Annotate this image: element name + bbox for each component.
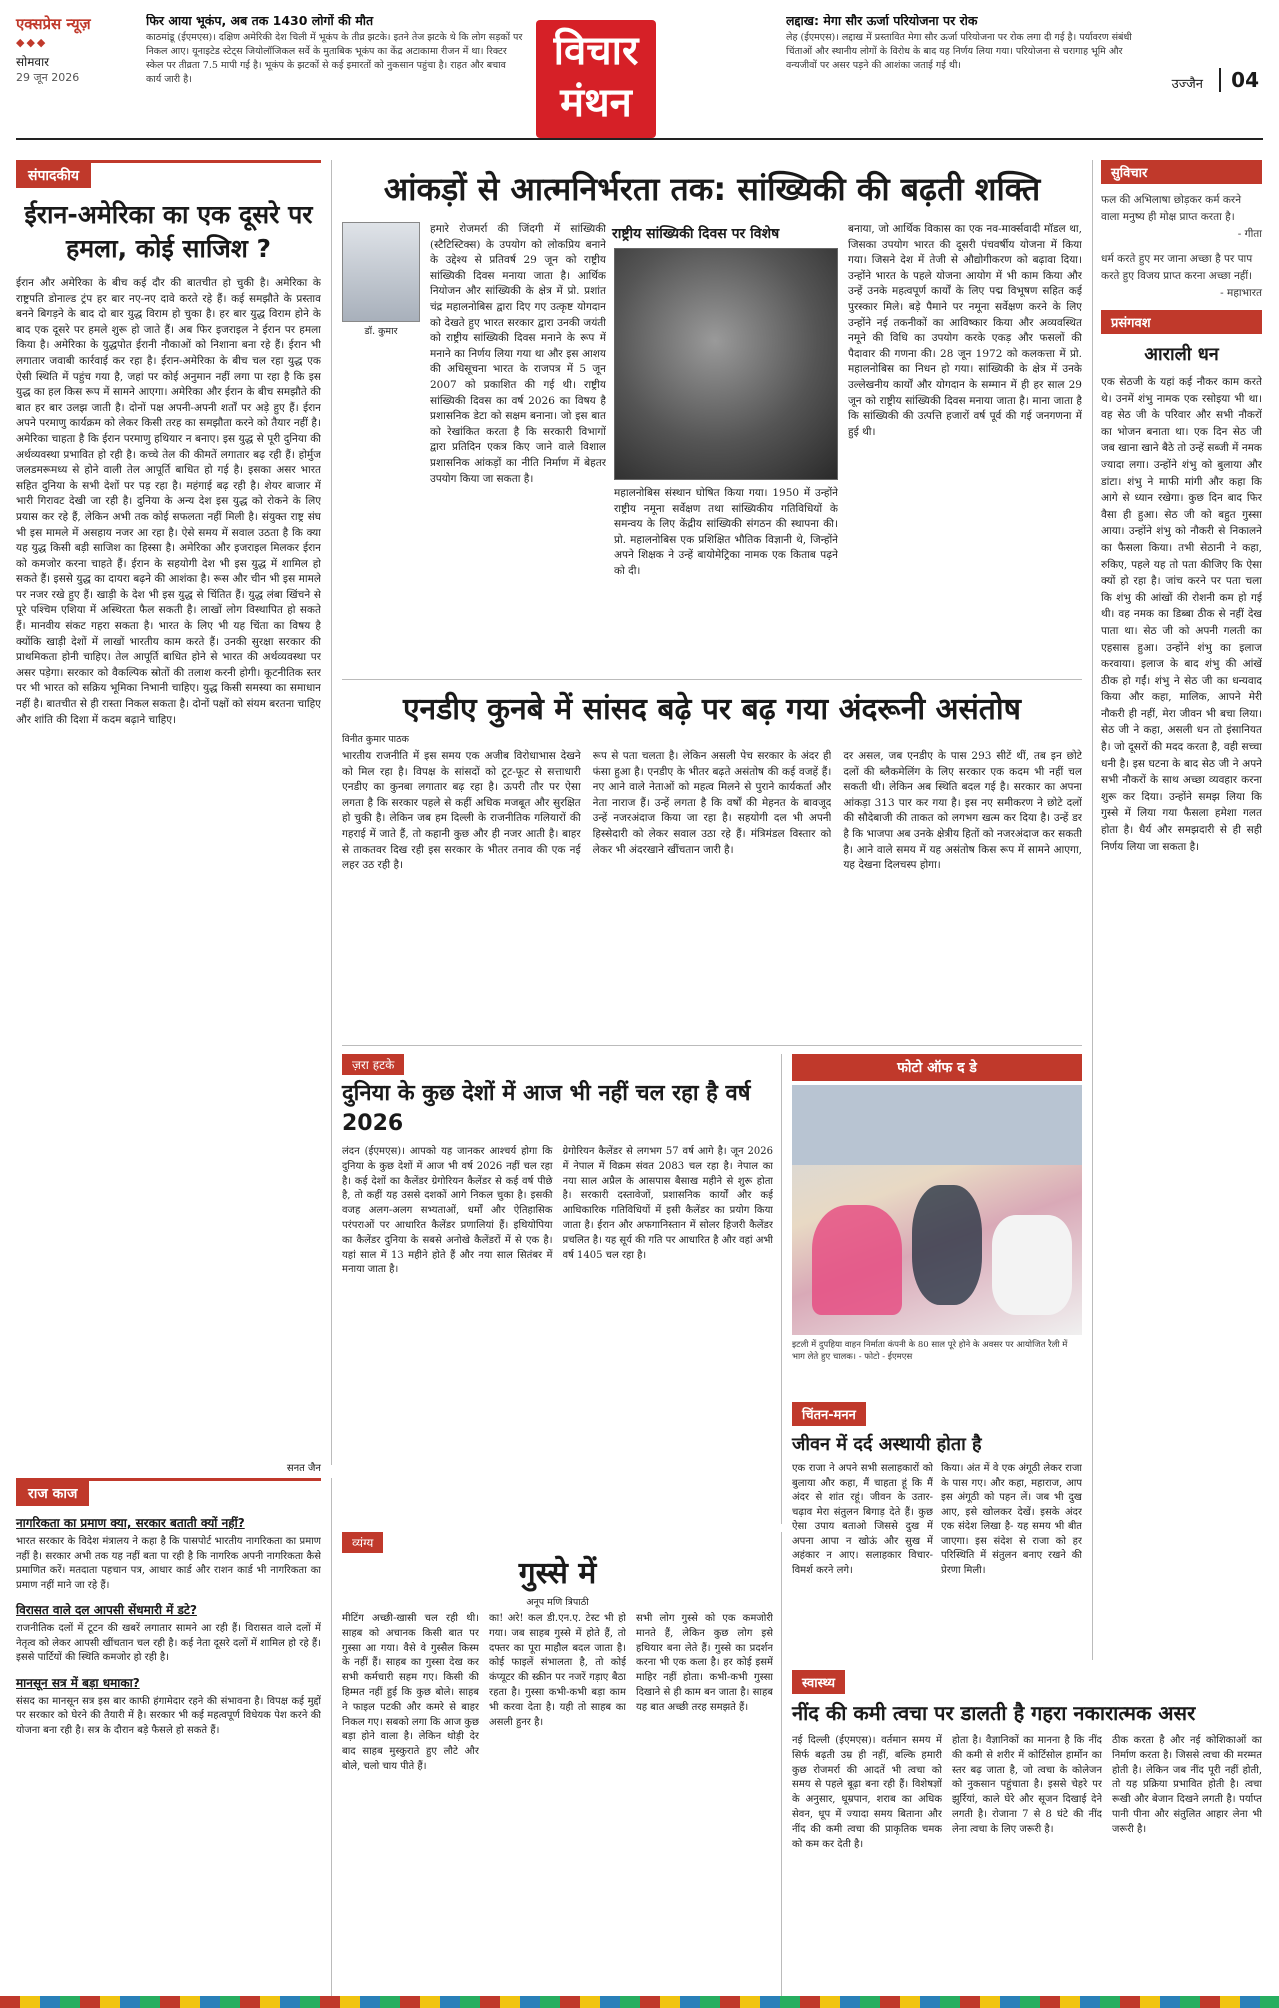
section-logo xyxy=(536,20,656,138)
issue-date: 29 जून 2026 xyxy=(16,71,80,84)
main-article-col-2: महालनोबिस संस्थान घोषित किया गया। 1950 में उन्होंने राष्ट्रीय नमूना सर्वेक्षण तथा सांख्यिकीय गतिविधियों के समन्वय के लिए केंद्रीय सांख्यिकी संगठन की स्थापना की। प्रो. महालनोबिस एक प्रशिक्षित भौतिक विज्ञानी थे, जिन्होंने अपने शिक्षक ने उन्हें बायोमेट्रिका नामक एक किताब पढ़ने को दी। xyxy=(614,487,838,577)
year-2026-article xyxy=(342,1054,782,1524)
page-number: 04 xyxy=(1219,68,1259,92)
chintan-columns xyxy=(792,1462,1082,1652)
photo-caption: इटली में दुपहिया वाहन निर्माता कंपनी के 80 साल पूरे होने के अवसर पर आयोजित रैली में भाग लेते हुए चालक। - फोटो - ईएमएस xyxy=(792,1340,1068,1362)
section-logo-line1: विचार xyxy=(553,28,639,74)
mahalanobis-portrait xyxy=(614,248,838,480)
health-col-2: होता है। वैज्ञानिकों का मानना है कि नींद की कमी से शरीर में कोर्टिसोल हार्मोन का स्तर बढ़ जाता है, जो त्वचा के कोलेजन को नुकसान पहुंचाता है। इससे चेहरे पर झुर्रियां, काले घेरे और सूजन दिखाई देने लगती है। रोजाना 7 से 8 घंटे की नींद लेना त्वचा के लिए जरूरी है। xyxy=(952,1735,1102,1835)
prasangvash-bar: प्रसंगवश xyxy=(1101,310,1262,334)
brand-dots: ◆◆◆ xyxy=(16,36,48,49)
year-2026-columns xyxy=(342,1145,773,1525)
health-headline[interactable]: नींद की कमी त्वचा पर डालती है गहरा नकारात्मक असर xyxy=(792,1701,1196,1725)
rajkaj-column xyxy=(16,1478,332,1998)
editorial-body: ईरान और अमेरिका के बीच कई दौर की बातचीत हो चुकी है। अमेरिका के राष्ट्रपति डोनाल्ड ट्रंप हर बार नए-नए दावे करते रहे हैं। कई समझौते के प्रस्ताव बनने बिगड़ने के बाद दो बार युद्ध विराम हो चुका है। हर बार युद्ध विराम होने के बाद एक दूसरे पर हमले शुरू हो जाते हैं। अब फिर इजराइल ने ईरान पर हमला किया है। अमेरिका के युद्धपोत ईरानी नौकाओं को निशाना बना रहे हैं। ईरान भी लगातार जवाबी कार्रवाई कर रहा है। ईरान-अमेरिका के बीच चल रहा युद्ध एक ऐसी स्थिति में पहुंच गया है, जहां पर कोई अनुमान नहीं लगा पा रहा है कि इस युद्ध का हल किस रूप में सामने आएगा। अमेरिका और ईरान के बीच समझौते की बात हर बार उलझ जाती है। दोनों पक्ष अपनी-अपनी शर्तों पर अड़े हुए हैं। ईरान अपने परमाणु कार्यक्रम को लेकर किसी तरह का समझौता करने को तैयार नहीं है। अमेरिका चाहता है कि ईरान परमाणु हथियार न बनाए। इस युद्ध से पूरी दुनिया की अर्थव्यवस्था प्रभावित हो रही है। कच्चे तेल की कीमतें लगातार बढ़ रही हैं। होर्मुज जलडमरूमध्य से होने वाली तेल आपूर्ति बाधित हो गई है। इसका असर भारत सहित दुनिया के सभी देशों पर पड़ रहा है। महंगाई बढ़ रही है। शेयर बाजार में भारी गिरावट देखी जा रही है। दुनिया के अन्य देश इस युद्ध को रोकने के लिए प्रयास कर रहे हैं, लेकिन अभी तक कोई सफलता नहीं मिली है। संयुक्त राष्ट्र संघ भी इस मामले में असहाय नजर आ रहा है। ऐसे समय में सवाल उठता है कि क्या यह युद्ध किसी बड़ी साजिश का हिस्सा है। अमेरिका और इजराइल मिलकर ईरान को कमजोर करना चाहते हैं। ईरान के सहयोगी देश भी इस युद्ध में शामिल हो सकते हैं। इससे युद्ध का दायरा बढ़ने की आशंका है। रूस और चीन भी इस मामले पर नजर रखे हुए हैं। खाड़ी के देश भी इस युद्ध से चिंतित हैं। युद्ध लंबा खिंचने से पूरे पश्चिम एशिया में अस्थिरता फैल सकती है। लाखों लोग विस्थापित हो सकते हैं। मानवीय संकट गहरा सकता है। भारत के लिए भी यह चिंता का विषय है क्योंकि खाड़ी देशों में लाखों भारतीय काम करते हैं। उनकी सुरक्षा सरकार की प्राथमिकता होनी चाहिए। तेल आपूर्ति बाधित होने से भारत की अर्थव्यवस्था पर असर पड़ेगा। सरकार को वैकल्पिक स्रोतों की तलाश करनी होगी। कूटनीतिक स्तर पर भी भारत को सक्रिय भूमिका निभानी चाहिए। युद्ध किसी समस्या का समाधान नहीं है। बातचीत से ही रास्ता निकल सकता है। दोनों पक्षों को संयम बरतना चाहिए और शांति की दिशा में कदम बढ़ाने चाहिए। xyxy=(16,277,321,726)
page-bottom-border xyxy=(0,1996,1279,2008)
brand-block xyxy=(16,14,136,138)
issue-day: सोमवार xyxy=(16,55,50,69)
photo-rider-1 xyxy=(812,1205,902,1315)
quote-2 xyxy=(1101,251,1262,302)
editorial-bar xyxy=(16,160,321,188)
author-photo xyxy=(342,222,420,322)
quote-1 xyxy=(1101,192,1262,243)
satire-article xyxy=(342,1532,782,1998)
main-article xyxy=(342,160,1082,680)
nda-byline: विनीत कुमार पाठक xyxy=(342,734,409,745)
rajkaj-tag: राज काज xyxy=(16,1481,89,1506)
story-body: एक सेठजी के यहां कई नौकर काम करते थे। उनमें शंभु नामक एक रसोइया भी था। वह सेठ जी के परिवार और सभी नौकरों का भोजन बनाता था। एक दिन सेठ जी जब खाना खाने बैठे तो उन्हें सब्जी में नमक ज्यादा लगा। उन्होंने शंभु को बुलाया और डांटा। शंभु ने माफी मांगी और कहा कि आगे से ध्यान रखेगा। कुछ दिन बाद फिर वैसा ही हुआ। सेठ जी को बहुत गुस्सा आया। उन्होंने शंभु को नौकरी से निकालने का फैसला किया। तभी सेठानी ने कहा, रुकिए, पहले यह तो पता कीजिए कि ऐसा क्यों हो रहा है। जांच करने पर पता चला कि शंभु की आंखों की रोशनी कम हो गई थी। वह नमक का डिब्बा ठीक से नहीं देख पाता था। सेठ जी को अपनी गलती का एहसास हुआ। उन्होंने शंभु का इलाज करवाया। इलाज के बाद शंभु की आंखें ठीक हो गईं। शंभु ने सेठ जी का धन्यवाद किया और कहा, मालिक, आपने मेरी नौकरी ही नहीं, मेरा जीवन भी बचा लिया। सेठ जी ने कहा, असली धन तो इंसानियत है। जो दूसरों की मदद करता है, वही सच्चा धनी है। इस घटना के बाद सेठ जी ने अपने सभी नौकरों के साथ अच्छा व्यवहार करना शुरू कर दिया। उन्होंने समझ लिया कि गुस्से में लिया गया फैसला हमेशा गलत होता है। धैर्य और समझदारी से ही सही निर्णय लिया जा सकता है। xyxy=(1101,376,1262,853)
health-col-3: ठीक करता है और नई कोशिकाओं का निर्माण करता है। जिससे त्वचा की मरम्मत होती है। लेकिन जब नींद पूरी नहीं होती, तो यह प्रक्रिया प्रभावित होती है। त्वचा रूखी और बेजान दिखने लगती है। पर्याप्त पानी पीना और संतुलित आहार लेना भी जरूरी है। xyxy=(1112,1735,1262,1835)
chintan-bar: चिंतन-मनन xyxy=(792,1402,866,1426)
nda-article xyxy=(342,690,1082,1046)
year-2026-col-2: ग्रेगोरियन कैलेंडर से लगभग 57 वर्ष आगे है। जून 2026 में नेपाल में विक्रम संवत 2083 चल रहा है। नेपाल का नया साल अप्रैल के आसपास बैसाख महीने से शुरू होता है। सरकारी दस्तावेजों, प्रशासनिक कार्यों और कई आधिकारिक गतिविधियों में इसी कैलेंडर का प्रयोग किया जाता है। ईरान और अफगानिस्तान में सोलर हिजरी कैलेंडर प्रचलित है। यह सूर्य की गति पर आधारित है और वहां अभी वर्ष 1405 चल रहा है। xyxy=(562,1146,773,1261)
right-column xyxy=(1092,160,1262,1660)
brief-right-text: लेह (ईएमएस)। लद्दाख में प्रस्तावित मेगा सौर ऊर्जा परियोजना पर रोक लगा दी गई है। पर्यावरण संबंधी चिंताओं और स्थानीय लोगों के विरोध के बाद यह निर्णय लिया गया। परियोजना से चरागाह भूमि और वन्यजीवों पर असर पड़ने की आशंका जताई गई थी। xyxy=(786,32,1132,71)
rajkaj-bar xyxy=(16,1478,321,1506)
satire-col-2: का! अरे! कल डी.एन.ए. टेस्ट भी हो गया। जब साहब गुस्से में होते हैं, तो दफ्तर का पूरा माहौल बदल जाता है। कोई फाइलें संभालता है, तो कोई कंप्यूटर की स्क्रीन पर नजरें गड़ाए बैठा रहता है। गुस्सा कभी-कभी बड़ा काम भी करवा देता है। यही तो साहब का असली हुनर है। xyxy=(489,1613,626,1728)
top-brief-right xyxy=(786,14,1146,132)
year-2026-col-1: लंदन (ईएमएस)। आपको यह जानकर आश्चर्य होगा कि दुनिया के कुछ देशों में आज भी वर्ष 2026 नहीं चल रहा है। कई देशों का कैलेंडर ग्रेगोरियन कैलेंडर से कई वर्ष पीछे है, तो कहीं यह उससे दशकों आगे निकल चुका है। इसकी वजह अलग-अलग सभ्यताओं, धर्मों और ऐतिहासिक परंपराओं पर आधारित कैलेंडर प्रणालियां हैं। इथियोपिया का कैलेंडर दुनिया के सबसे अनोखे कैलेंडरों में से एक है। यहां साल में 13 महीने होते हैं और नया साल सितंबर में मनाया जाता है। xyxy=(342,1146,553,1276)
chintan-headline[interactable]: जीवन में दर्द अस्थायी होता है xyxy=(792,1434,982,1455)
suvichar-bar: सुविचार xyxy=(1101,160,1262,184)
satire-columns xyxy=(342,1612,773,1982)
photo-of-the-day xyxy=(792,1054,1082,1392)
satire-col-1: मीटिंग अच्छी-खासी चल रही थी। साहब को अचानक किसी बात पर गुस्सा आ गया। वैसे वे गुस्सैल किस्म के नहीं हैं। साहब का गुस्सा देख कर सभी कर्मचारी सहम गए। किसी की हिम्मत नहीं हुई कि कुछ बोले। साहब ने फाइल पटकी और कमरे से बाहर निकल गए। सबको लगा कि आज कुछ बड़ा होने वाला है। लेकिन थोड़ी देर बाद साहब मुस्कुराते हुए लौटे और बोले, चलो चाय पीते हैं। xyxy=(342,1613,479,1772)
chintan-col-2: किया। अंत में वे एक अंगूठी लेकर राजा के पास गए। और कहा, महाराज, आप इस अंगूठी को पहन लें। जब भी दुख आए, इसे खोलकर देखें। इसके अंदर एक संदेश लिखा है- यह समय भी बीत जाएगा। इस संदेश से राजा को हर परिस्थिति में संतुलन बनाए रखने की प्रेरणा मिली। xyxy=(941,1463,1082,1576)
nda-col-1: भारतीय राजनीति में इस समय एक अजीब विरोधाभास देखने को मिल रहा है। विपक्ष के सांसदों को टूट-फूट से सत्ताधारी एनडीए का कुनबा लगातार बढ़ रहा है। ऊपरी तौर पर ऐसा लगता है कि सरकार पहले से कहीं अधिक मजबूत और सुरक्षित हो चुकी है। लेकिन जब हम दिल्ली के राजनीतिक गलियारों की गहराई में जाते हैं, तो कहानी कुछ और ही नजर आती है। बाहर से ताकतवर दिख रही इस सरकार के भीतर तनाव की एक नई लहर उठ रही है। xyxy=(342,750,581,872)
quote-2-text: धर्म करते हुए मर जाना अच्छा है पर पाप करते हुए विजय प्राप्त करना अच्छा नहीं। xyxy=(1101,253,1253,282)
nda-col-2: रूप से पता चलता है। लेकिन असली पेच सरकार के अंदर ही फंसा हुआ है। एनडीए के भीतर बढ़ते असंतोष की कई वजहें हैं। नए आने वाले नेताओं को महत्व मिलने से पुराने कार्यकर्ता और नेता नाराज हैं। उन्हें लगता है कि वर्षों की मेहनत के बावजूद उन्हें नजरअंदाज किया जा रहा है। सहयोगी दल भी अपनी हिस्सेदारी को लेकर सवाल उठा रहे हैं। मंत्रिमंडल विस्तार को लेकर भी अंदरखाने खींचतान जारी है। xyxy=(592,750,832,856)
nda-columns xyxy=(342,749,1082,1047)
editorial-headline[interactable]: ईरान-अमेरिका का एक दूसरे पर हमला, कोई साजिश ? xyxy=(24,200,313,263)
year-2026-headline[interactable]: दुनिया के कुछ देशों में आज भी नहीं चल रहा है वर्ष 2026 xyxy=(342,1081,751,1136)
photo-scooter xyxy=(992,1215,1072,1315)
editorial-column xyxy=(16,160,332,1474)
masthead xyxy=(16,14,1263,140)
satire-byline: अनूप मणि त्रिपाठी xyxy=(526,1597,589,1608)
quote-1-text: फल की अभिलाषा छोड़कर कर्म करने वाला मनुष्य ही मोक्ष प्राप्त करता है। xyxy=(1101,194,1242,223)
health-bar: स्वास्थ्य xyxy=(792,1670,845,1694)
photo-of-the-day-image[interactable] xyxy=(792,1085,1082,1335)
satire-col-3: सभी लोग गुस्से को एक कमजोरी मानते हैं, लेकिन कुछ लोग इसे हथियार बना लेते हैं। गुस्से का प्रदर्शन करना भी एक कला है। हर कोई इसमें माहिर नहीं होता। कभी-कभी गुस्सा दिखाने से ही काम बन जाता है। साहब यह बात अच्छी तरह समझते हैं। xyxy=(636,1613,773,1713)
brief-left-text: काठमांडू (ईएमएस)। दक्षिण अमेरिकी देश चिली में भूकंप के तीव्र झटके। इतने तेज झटके थे कि लोग सड़कों पर निकल आए। यूनाइटेड स्टेट्स जियोलॉजिकल सर्वे के मुताबिक भूकंप का केंद्र अटाकामा रीजन में था। रिक्टर स्केल पर तीव्रता 7.5 मापी गई है। भूकंप के झटकों से कई इमारतों को नुकसान पहुंचा है। राहत और बचाव कार्य जारी है। xyxy=(146,32,523,85)
rajkaj-item-3-text: संसद का मानसून सत्र इस बार काफी हंगामेदार रहने की संभावना है। विपक्ष कई मुद्दों पर सरकार को घेरने की तैयारी में है। सरकार भी कई महत्वपूर्ण विधेयक पेश करने की योजना बना रही है। सत्र के दौरान बड़े फैसले हो सकते हैं। xyxy=(16,1695,321,1736)
main-article-col-3: बनाया, जो आर्थिक विकास का एक नव-मार्क्सवादी मॉडल था, जिसका उपयोग भारत की दूसरी पंचवर्षीय योजना में किया गया। जिसने देश में तेजी से औद्योगीकरण को बढ़ावा दिया। उन्होंने भारत के पहले योजना आयोग में भी काम किया और उन्हें उनके महत्वपूर्ण कार्यों के लिए पद्म विभूषण सहित कई पुरस्कार मिले। बड़े पैमाने पर नमूना सर्वेक्षण करने के लिए उन्होंने नई तकनीकों का आविष्कार किया और अव्यवस्थित नमूने की विधि का उपयोग करके एकड़ और फसलों की पैदावार की गणना की। 28 जून 1972 को कलकत्ता में प्रो. महालनोबिस का निधन हो गया। सांख्यिकी के क्षेत्र में उनके उल्लेखनीय कार्यों और योगदान के सम्मान में ही हर साल 29 जून को राष्ट्रीय सांख्यिकी दिवस मनाया जाता है। माना जाता है कि सांख्यिकी की उत्पत्ति हजारों वर्ष पूर्व की गई जनगणना में हुई थी। xyxy=(848,223,1082,438)
chintan-manan xyxy=(792,1402,1082,1662)
quote-1-source: - गीता xyxy=(1237,228,1262,240)
rajkaj-item-1-title[interactable]: नागरिकता का प्रमाण क्या, सरकार बताती क्यों नहीं? xyxy=(16,1516,245,1530)
photo-background xyxy=(792,1085,1082,1165)
health-col-1: नई दिल्ली (ईएमएस)। वर्तमान समय में सिर्फ बढ़ती उम्र ही नहीं, बल्कि हमारी कुछ रोजमर्रा की आदतें भी त्वचा को समय से पहले बूढ़ा बना रही हैं। विशेषज्ञों के अनुसार, धूम्रपान, शराब का अधिक सेवन, धूप में ज्यादा समय बिताना और नींद की कमी त्वचा की प्राकृतिक चमक को कम कर देती है। xyxy=(792,1735,942,1850)
main-article-kicker: राष्ट्रीय सांख्यिकी दिवस पर विशेष xyxy=(612,226,780,242)
nda-headline[interactable]: एनडीए कुनबे में सांसद बढ़े पर बढ़ गया अंदरूनी असंतोष xyxy=(402,692,1022,727)
top-brief-left xyxy=(146,14,524,132)
photo-rider-2 xyxy=(912,1185,982,1305)
rajkaj-item-1-text: भारत सरकार के विदेश मंत्रालय ने कहा है कि पासपोर्ट भारतीय नागरिकता का प्रमाण नहीं है। सरकार अभी तक यह नहीं बता पा रही है कि नागरिक अपनी नागरिकता कैसे प्रमाणित करें। मतदाता पहचान पत्र, आधार कार्ड और राशन कार्ड भी नागरिकता का प्रमाण नहीं माने जा रहे हैं। xyxy=(16,1536,321,1591)
nda-col-3: दर असल, जब एनडीए के पास 293 सीटें थीं, तब इन छोटे दलों की ब्लैकमेलिंग के लिए सरकार एक कदम भी नहीं चल सकती थी। लेकिन अब स्थिति बदल गई है। सरकार का अपना आंकड़ा 313 पार कर गया है। इस नए समीकरण ने छोटे दलों की सौदेबाजी की ताकत को लगभग खत्म कर दिया है। उन्हें डर है कि भाजपा अब उनके क्षेत्रीय हितों को नजरअंदाज कर सकती है। आने वाले समय में यह असंतोष किस रूप में सामने आएगा, यह देखना दिलचस्प होगा। xyxy=(843,750,1083,872)
brief-left-headline[interactable]: फिर आया भूकंप, अब तक 1430 लोगों की मौत xyxy=(146,14,374,28)
chintan-col-1: एक राजा ने अपने सभी सलाहकारों को बुलाया और कहा, मैं चाहता हूं कि मैं अंदर से शांत रहूं। जीवन के उतार-चढ़ाव मेरा संतुलन बिगाड़ देते हैं। कुछ ऐसा उपाय बताओ जिससे दुख में अपना आपा न खोऊं और सुख में अहंकार न आए। सलाहकार विचार-विमर्श करने लगे। xyxy=(792,1463,933,1576)
brand-logo[interactable]: एक्सप्रेस न्यूज़ xyxy=(16,15,91,33)
satire-kicker: व्यंग्य xyxy=(342,1532,383,1553)
section-logo-line2: मंथन xyxy=(560,80,632,126)
author-name: डॉ. कुमार xyxy=(364,326,398,337)
editorial-tag: संपादकीय xyxy=(16,163,91,188)
photo-of-the-day-bar: फोटो ऑफ द डे xyxy=(792,1054,1082,1081)
brief-right-headline[interactable]: लद्दाख: मेगा सौर ऊर्जा परियोजना पर रोक xyxy=(786,14,978,28)
main-article-headline[interactable]: आंकड़ों से आत्मनिर्भरता तक: सांख्यिकी की बढ़ती शक्ति xyxy=(383,170,1041,208)
satire-headline[interactable]: गुस्से में xyxy=(518,1556,597,1591)
rajkaj-item-2-text: राजनीतिक दलों में टूटन की खबरें लगातार सामने आ रही हैं। विरासत वाले दलों में नेतृत्व को लेकर आपसी खींचतान चल रही है। कई नेता दूसरे दलों में शामिल हो रहे हैं। इससे पार्टियों की स्थिति कमजोर हो रही है। xyxy=(16,1623,321,1663)
editorial-byline: सनत जैन xyxy=(286,1463,321,1474)
quote-2-source: - महाभारत xyxy=(1220,287,1262,299)
health-columns xyxy=(792,1734,1262,1984)
story-headline[interactable]: आराली धन xyxy=(1144,344,1219,365)
health-article xyxy=(792,1670,1262,1998)
rajkaj-item-3-title[interactable]: मानसून सत्र में बड़ा धमाका? xyxy=(16,1675,140,1690)
main-article-col-1: हमारे रोजमर्रा की जिंदगी में सांख्यिकी (स्टैटिस्टिक्स) के उपयोग को लोकप्रिय बनाने के उद्देश्य से प्रतिवर्ष 29 जून को राष्ट्रीय सांख्यिकी दिवस मनाया जाता है। आर्थिक नियोजन और सांख्यिकी के क्षेत्र में प्रो. प्रशांत चंद्र महालनोबिस द्वारा दिए गए उत्कृष्ट योगदान को देखते हुए भारत सरकार द्वारा उनकी जयंती को राष्ट्रीय सांख्यिकी दिवस मनाने के रूप में मनाने का निर्णय लिया गया था और इस आशय की अधिसूचना भारत के राजपत्र में 5 जून 2007 को प्रकाशित की गई थी। राष्ट्रीय सांख्यिकी दिवस का वर्ष 2026 का विषय है प्रशासनिक डेटा को सक्षम बनाना। जो इस बात को रेखांकित करता है कि सरकारी विभागों द्वारा प्रतिदिन एकत्र किए जाने वाले विशाल प्रशासनिक आंकड़ों का नीति निर्माण में बेहतर उपयोग किया जा सकता है। xyxy=(430,223,606,485)
year-2026-kicker: ज़रा हटके xyxy=(342,1054,404,1075)
edition-city: उज्जैन xyxy=(1171,77,1203,92)
rajkaj-item-2-title[interactable]: विरासत वाले दल आपसी सेंधमारी में डटे? xyxy=(16,1603,197,1617)
